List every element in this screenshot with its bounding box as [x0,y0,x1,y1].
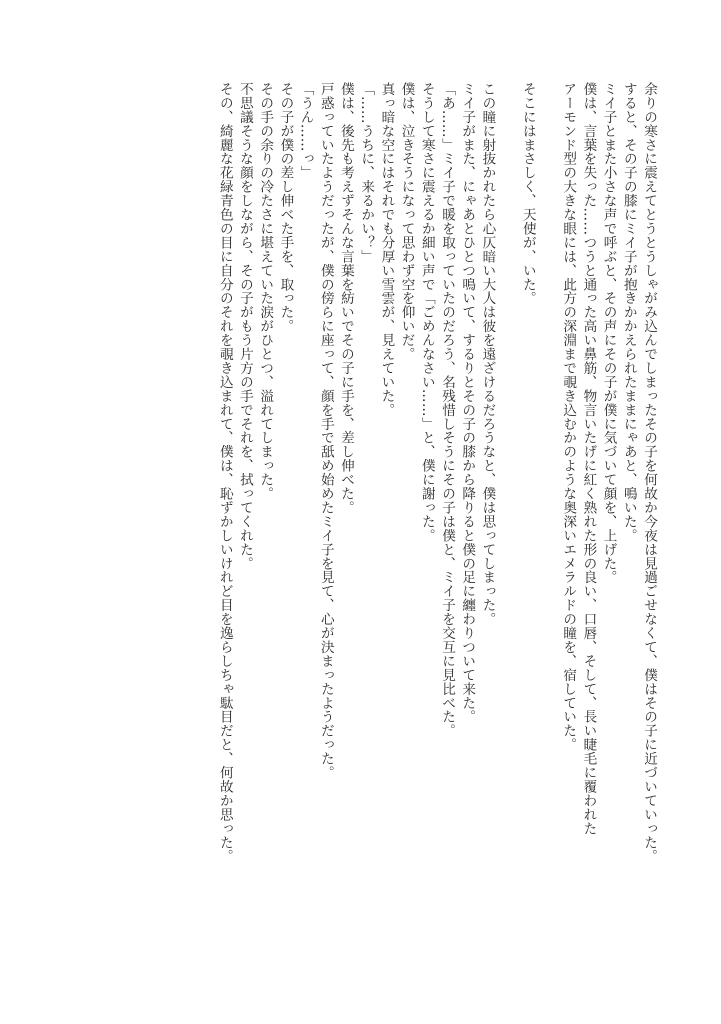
text-line: ミイ子とまた小さな声で呼ぶと、その声にその子が僕に気づいて顔を、上げた。 [600,82,617,585]
blank-line [538,82,558,952]
text-line: その子が僕の差し伸べた手を、取った。 [277,82,294,334]
text-line: そこにはまさしく、天使が、いた。 [519,82,536,306]
text-line: 「うん……っ」 [297,82,314,180]
text-line: 「……うちに、来るかい？」 [358,82,375,264]
text-line: 戸惑っていたようだったが、僕の傍らに座って、顔を手で舐め始めたミイ子を見て、心が決まったようだった。 [317,82,334,780]
text-line: その手の余りの冷たさに堪えていた涙がひとつ、溢れてしまった。 [257,82,274,501]
text-line: アーモンド型の大きな眼には、此方の深淵まで覗き込むかのような奥深いエメラルドの瞳を、宿していた。 [560,82,577,752]
text-line: 真っ暗な空にはそれでも分厚い雪雲が、見えていた。 [378,82,395,417]
text-line: 不思議そうな顔をしながら、その子がもう片方の手でそれを、拭ってくれた。 [236,82,253,571]
text-line: 僕は、泣きそうになって思わず空を仰いだ。 [398,82,415,361]
text-line: 僕は、後先も考えずそんな言葉を紡いでその子に手を、差し伸べた。 [337,82,354,515]
text-line: 「あ……」ミイ子で暖を取っていたのだろう、名残惜しそうにその子は僕と、ミイ子を交互に見比べた。 [439,82,455,738]
text-line: ミイ子がまた、にゃあとひとつ鳴いて、するりとその子の膝から降りると僕の足に纏わりついて来た。 [459,82,476,724]
blank-line [497,82,517,952]
text-line: この瞳に射抜かれたら心仄暗い大人は彼を遠ざけるだろうなと、僕は思ってしまった。 [479,82,496,627]
text-line: 余りの寒さに震えてとうとうしゃがみ込んでしまったその子を何故か今夜は見過ごせなくて、僕はその子に近づいていった。 [641,82,657,864]
text-line: すると、その子の膝にミイ子が抱きかかえられたままにゃあと、鳴いた。 [620,82,637,543]
text-line: その、綺麗な花緑青色の目に自分のそれを覗き込まれて、僕は、恥ずかしいけれど目を逸らしちゃ駄目だと、何故か思った。 [216,82,233,864]
vertical-text-body [215,82,659,952]
text-line: そうして寒さに震えるか細い声で「ごめんなさい……」と、僕に謝った。 [418,82,435,543]
text-line: 僕は、言葉を失った……つうと通った高い鼻筋、物言いたげに紅く熟れた形の良い、口唇、そして、長い睫毛に覆われた [580,82,597,836]
